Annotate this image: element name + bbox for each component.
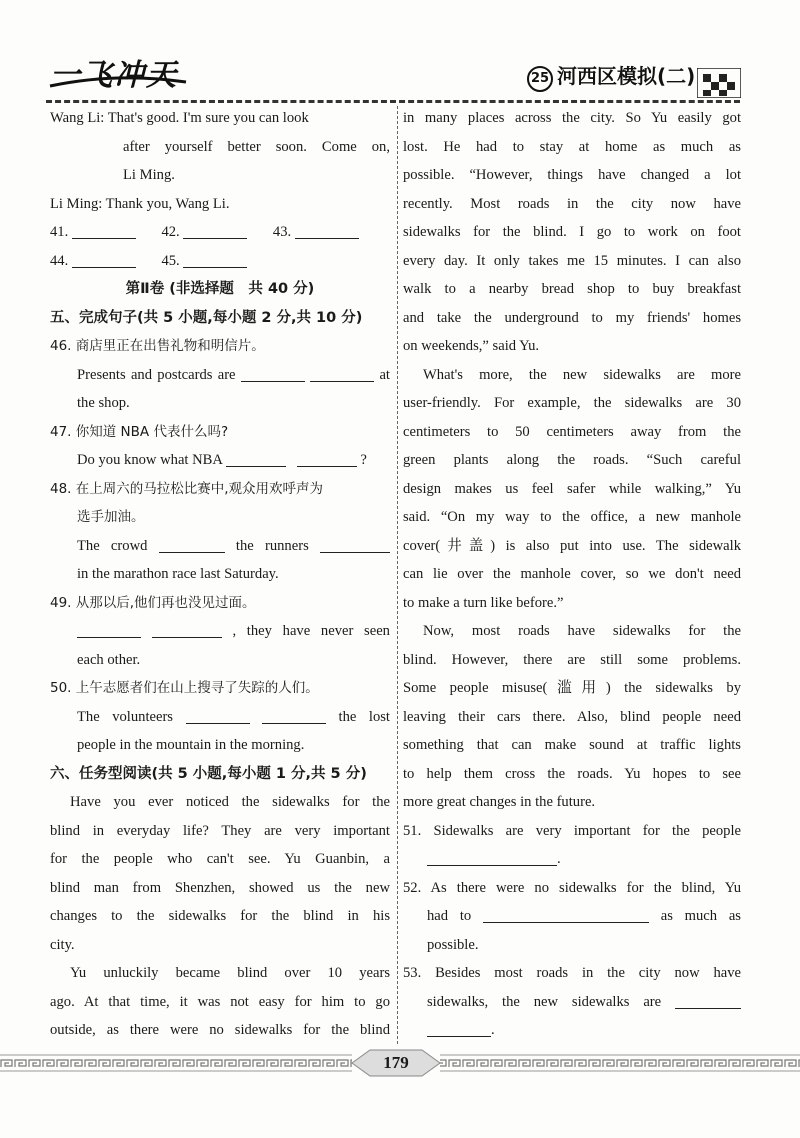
q48-blank-2[interactable] <box>320 536 390 553</box>
q49-sentence-cont: each other. <box>77 651 141 668</box>
q48-sentence <box>50 532 390 561</box>
q52-blank[interactable] <box>483 906 649 923</box>
passage-line: lost. He had to stay at home as much as <box>403 138 741 155</box>
q50-chinese: 50. 上午志愿者们在山上搜寻了失踪的人们。 <box>50 680 319 696</box>
brand-logo: 一飞冲天 <box>50 58 178 93</box>
passage-line: recently. Most roads in the city now have <box>403 195 741 212</box>
q50-blank-1[interactable] <box>186 707 250 724</box>
section6-title: 六、任务型阅读(共 5 小题,每小题 1 分,共 5 分) <box>50 765 367 782</box>
passage-line: green plants along the roads. “Such careful <box>403 452 741 468</box>
page-number: 179 <box>383 1053 409 1072</box>
q46-sentence <box>50 361 390 390</box>
dialogue-line: Li Ming: Thank you, Wang Li. <box>50 195 230 212</box>
q45-label: 45. <box>161 252 180 269</box>
passage-line: What's more, the new sidewalks are more <box>423 366 741 383</box>
q53-prompt: 53. Besides most roads in the city now have <box>403 965 741 981</box>
passage-line: changes to the sidewalks for the blind in his <box>50 908 390 924</box>
q47-text: Do you know what NBA <box>77 452 223 468</box>
passage-line: possible. “However, things have changed a lot <box>403 167 741 183</box>
q43-label: 43. <box>272 224 292 240</box>
answer-blank-41[interactable] <box>72 222 136 239</box>
passage-line: in many places across the city. So Yu easily got <box>403 110 741 126</box>
left-column <box>50 104 390 1045</box>
passage-line: blind in everyday life? They are very important <box>50 822 390 839</box>
answer-blank-44[interactable] <box>72 251 136 268</box>
passage-line: city. <box>50 936 75 953</box>
q48-text-mid: the runners <box>235 537 309 554</box>
q50-blank-2[interactable] <box>262 707 326 724</box>
passage-line: blind. However, there are still some problems. <box>403 651 741 668</box>
answer-blanks-row-2 <box>50 247 390 276</box>
q50-sentence <box>50 703 390 732</box>
q47-sentence <box>50 446 390 475</box>
q50-sentence-cont: people in the mountain in the morning. <box>77 737 305 753</box>
exam-number-badge: 25 <box>527 66 553 92</box>
q48-chinese-cont: 选手加油。 <box>77 509 145 525</box>
answer-blank-45[interactable] <box>183 251 247 268</box>
q48-chinese: 48. 在上周六的马拉松比赛中,观众用欢呼声为 <box>50 480 324 497</box>
passage-line: ago. At that time, it was not easy for him to go <box>50 993 390 1010</box>
q47-text-end: ? <box>360 452 367 468</box>
q46-blank-1[interactable] <box>241 365 305 382</box>
checker-pattern-icon <box>697 68 741 98</box>
q53-text: sidewalks, the new sidewalks are <box>427 993 662 1010</box>
passage-line: Some people misuse(滥用) the sidewalks by <box>403 680 741 696</box>
passage-line: Yu unluckily became blind over 10 years <box>70 965 390 981</box>
exam-title-text: 河西区模拟(二) <box>557 64 696 88</box>
brand-swoosh-icon <box>46 60 196 90</box>
dialogue-line: Wang Li: That's good. I'm sure you can look <box>50 110 309 126</box>
q42-label: 42. <box>161 224 180 240</box>
passage-line: Now, most roads have sidewalks for the <box>423 623 741 639</box>
answer-blank-43[interactable] <box>295 222 359 239</box>
dialogue-line: after yourself better soon. Come on, <box>123 138 390 155</box>
q52-text-end: as much as <box>660 908 741 924</box>
q44-label: 44. <box>50 252 69 269</box>
q49-blank-1[interactable] <box>77 621 141 638</box>
q47-blank-1[interactable] <box>226 450 286 467</box>
passage-line: to help them cross the roads. Yu hopes to see <box>403 765 741 782</box>
passage-line: on weekends,” said Yu. <box>403 338 540 354</box>
q51-period: . <box>557 851 561 867</box>
q50-text: The volunteers <box>77 708 173 725</box>
answer-blanks-row-1 <box>50 218 390 247</box>
passage-line: user-friendly. For example, the sidewalks are 30 <box>403 395 741 411</box>
passage-line: more great changes in the future. <box>403 794 596 810</box>
q46-chinese: 46. 商店里正在出售礼物和明信片。 <box>50 338 265 354</box>
passage-line: leaving their cars there. Also, blind people need <box>403 708 741 725</box>
dialogue-line: Li Ming. <box>123 167 175 183</box>
passage-line: outside, as there were no sidewalks for the blind <box>50 1022 390 1038</box>
q52-text: had to <box>427 908 472 924</box>
q52-answer-cont: possible. <box>427 936 479 953</box>
passage-line: walk to a nearby bread shop to buy breakfast <box>403 281 741 297</box>
passage-line: and take the underground to my friends' homes <box>403 309 741 326</box>
column-divider <box>397 106 398 1044</box>
q48-sentence-cont: in the marathon race last Saturday. <box>77 566 279 582</box>
q51-answer-line <box>403 845 741 874</box>
q46-sentence-cont: the shop. <box>77 395 130 411</box>
passage-line: Have you ever noticed the sidewalks for the <box>70 794 390 810</box>
q53-blank-1[interactable] <box>675 992 741 1009</box>
q48-text: The crowd <box>77 537 148 554</box>
q41-label: 41. <box>50 224 69 240</box>
q46-text-end: at <box>379 366 390 383</box>
q52-prompt: 52. As there were no sidewalks for the blind, Yu <box>403 879 741 896</box>
q49-text: , they have never seen <box>232 623 390 639</box>
right-column <box>403 104 741 1045</box>
q52-answer-line <box>403 902 741 931</box>
answer-blank-42[interactable] <box>183 222 247 239</box>
passage-line: something that can make sound at traffic lights <box>403 737 741 753</box>
q49-chinese: 49. 从那以后,他们再也没见过面。 <box>50 594 256 611</box>
passage-line: centimeters to 50 centimeters away from the <box>403 423 741 440</box>
header-rule <box>46 100 740 103</box>
passage-line: sidewalks for the blind. I go to work on foot <box>403 224 741 240</box>
page-header <box>0 0 800 110</box>
q46-blank-2[interactable] <box>310 365 374 382</box>
passage-line: every day. It only takes me 15 minutes. I can also <box>403 252 741 269</box>
q53-answer-cont <box>403 1016 741 1045</box>
passage-line: can lie over the manhole cover, so we don't need <box>403 566 741 582</box>
q51-blank[interactable] <box>427 849 557 866</box>
q50-text-mid: the lost <box>338 708 390 725</box>
part2-title: 第Ⅱ卷 (非选择题 共 40 分) <box>125 281 315 297</box>
q53-answer-line <box>403 988 741 1017</box>
passage-line: to make a turn like before.” <box>403 594 564 611</box>
passage-line: said. “On my way to the office, a new manhole <box>403 509 741 525</box>
q47-blank-2[interactable] <box>297 450 357 467</box>
q51-prompt: 51. Sidewalks are very important for the people <box>403 822 741 839</box>
q49-sentence <box>50 617 390 646</box>
exam-title <box>527 60 695 92</box>
passage-line: design makes us feel safer while walking,” Yu <box>403 480 741 497</box>
q49-blank-2[interactable] <box>152 621 222 638</box>
q48-blank-1[interactable] <box>159 536 225 553</box>
q53-blank-2[interactable] <box>427 1020 491 1037</box>
passage-line: cover(井盖) is also put into use. The sidewalk <box>403 537 741 554</box>
section5-title: 五、完成句子(共 5 小题,每小题 2 分,共 10 分) <box>50 309 363 326</box>
q53-period: . <box>491 1022 495 1038</box>
q46-text: Presents and postcards are <box>77 366 236 383</box>
passage-line: blind man from Shenzhen, showed us the new <box>50 879 390 896</box>
passage-line: for the people who can't see. Yu Guanbin, a <box>50 851 390 867</box>
q47-chinese: 47. 你知道 NBA 代表什么吗? <box>50 423 229 440</box>
